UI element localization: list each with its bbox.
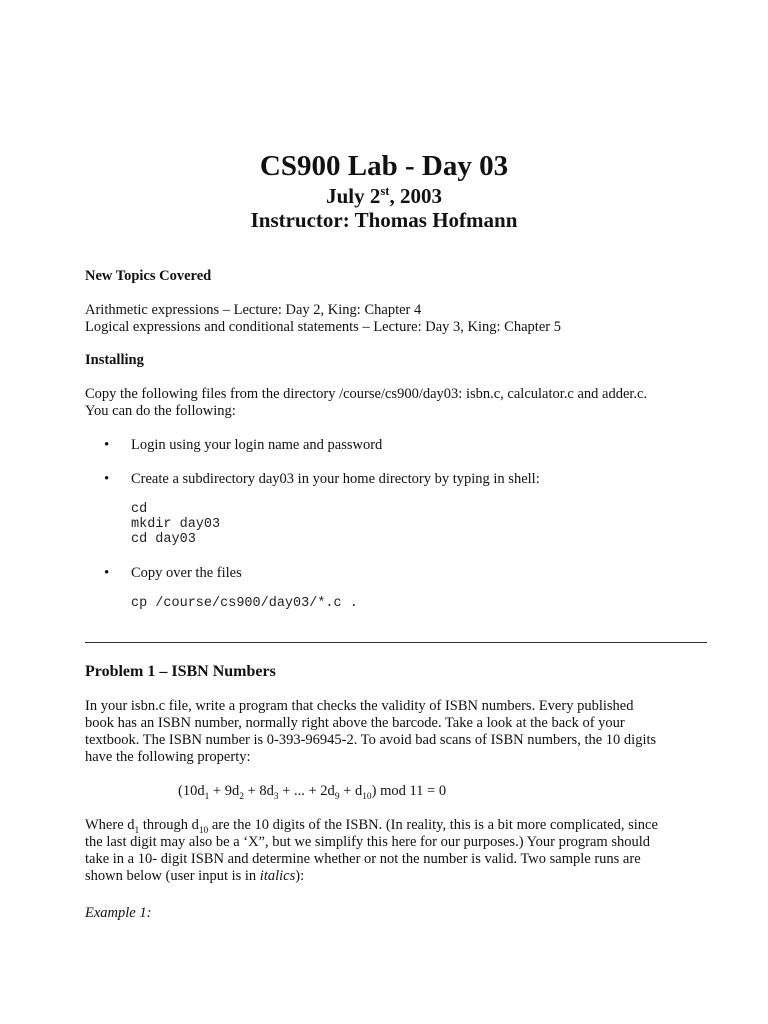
problem-paragraph-line: have the following property: (85, 749, 251, 765)
bullet-item-login: Login using your login name and password (131, 437, 383, 453)
formula-part: + 8d (243, 783, 274, 799)
document-date (0, 184, 768, 208)
formula-subscript: 1 (204, 791, 210, 802)
text-part: are the 10 digits of the ISBN. (In reality, this is a bit more complicated, since (208, 817, 658, 833)
problem-paragraph-line: In your isbn.c file, write a program that checks the validity of ISBN numbers. Every published (85, 698, 634, 714)
document-title: CS900 Lab - Day 03 (259, 150, 509, 182)
date-prefix: July 2 (326, 184, 381, 208)
problem-paragraph-line: the last digit may also be a ‘X”, but we simplify this here for our purposes.) Your program should (85, 834, 651, 850)
formula-subscript: 3 (273, 791, 279, 802)
problem-paragraph-line (85, 817, 715, 834)
isbn-formula (178, 783, 446, 800)
bullet-item-create-dir: Create a subdirectory day03 in your home directory by typing in shell: (131, 471, 540, 487)
problem-paragraph-line: textbook. The ISBN number is 0-393-96945-2. To avoid bad scans of ISBN numbers, the 10 digits (85, 732, 657, 748)
installing-intro-line: Copy the following files from the directory /course/cs900/day03: isbn.c, calculator.c and adder.c. (85, 386, 648, 402)
formula-part: (10d (178, 783, 205, 799)
formula-part: + ... + 2d (278, 783, 335, 799)
example-label: Example 1: (85, 905, 152, 921)
problem-heading: Problem 1 – ISBN Numbers (85, 663, 276, 680)
installing-heading: Installing (85, 352, 144, 368)
code-line-copy-command: cp /course/cs900/day03/*.c . (131, 596, 358, 611)
code-line: mkdir day03 (131, 517, 221, 532)
text-part: Where d (85, 817, 135, 833)
problem-paragraph-line: book has an ISBN number, normally right above the barcode. Take a look at the back of your (85, 715, 625, 731)
problem-paragraph-line: take in a 10- digit ISBN and determine whether or not the number is valid. Two sample runs are (85, 851, 641, 867)
text-part: through d (139, 817, 199, 833)
text-part: ): (295, 868, 305, 884)
date-suffix: , 2003 (389, 184, 442, 208)
formula-part: + d (339, 783, 363, 799)
date-superscript: st (380, 184, 390, 198)
text-italic: italics (259, 868, 296, 884)
bullet-glyph: • (104, 565, 110, 581)
code-line: cd day03 (131, 532, 196, 547)
bullet-glyph: • (104, 471, 110, 487)
new-topics-heading: New Topics Covered (85, 268, 212, 284)
formula-subscript: 2 (239, 791, 244, 802)
formula-part: ) mod 11 = 0 (371, 783, 447, 799)
formula-part: + 9d (209, 783, 240, 799)
text-subscript: 10 (198, 825, 209, 836)
topic-line: Arithmetic expressions – Lecture: Day 2, King: Chapter 4 (85, 302, 422, 318)
problem-paragraph-line (85, 868, 715, 885)
formula-subscript: 9 (334, 791, 340, 802)
formula-subscript: 10 (362, 791, 372, 802)
text-subscript: 1 (134, 825, 140, 836)
section-divider (85, 642, 707, 643)
bullet-glyph: • (104, 437, 110, 453)
code-line: cd (131, 502, 148, 517)
instructor-line: Instructor: Thomas Hofmann (250, 208, 518, 232)
bullet-item-copy-files: Copy over the files (131, 565, 242, 581)
text-part: shown below (user input is in (85, 868, 260, 884)
installing-intro-line: You can do the following: (85, 403, 236, 419)
topic-line: Logical expressions and conditional statements – Lecture: Day 3, King: Chapter 5 (85, 319, 561, 335)
